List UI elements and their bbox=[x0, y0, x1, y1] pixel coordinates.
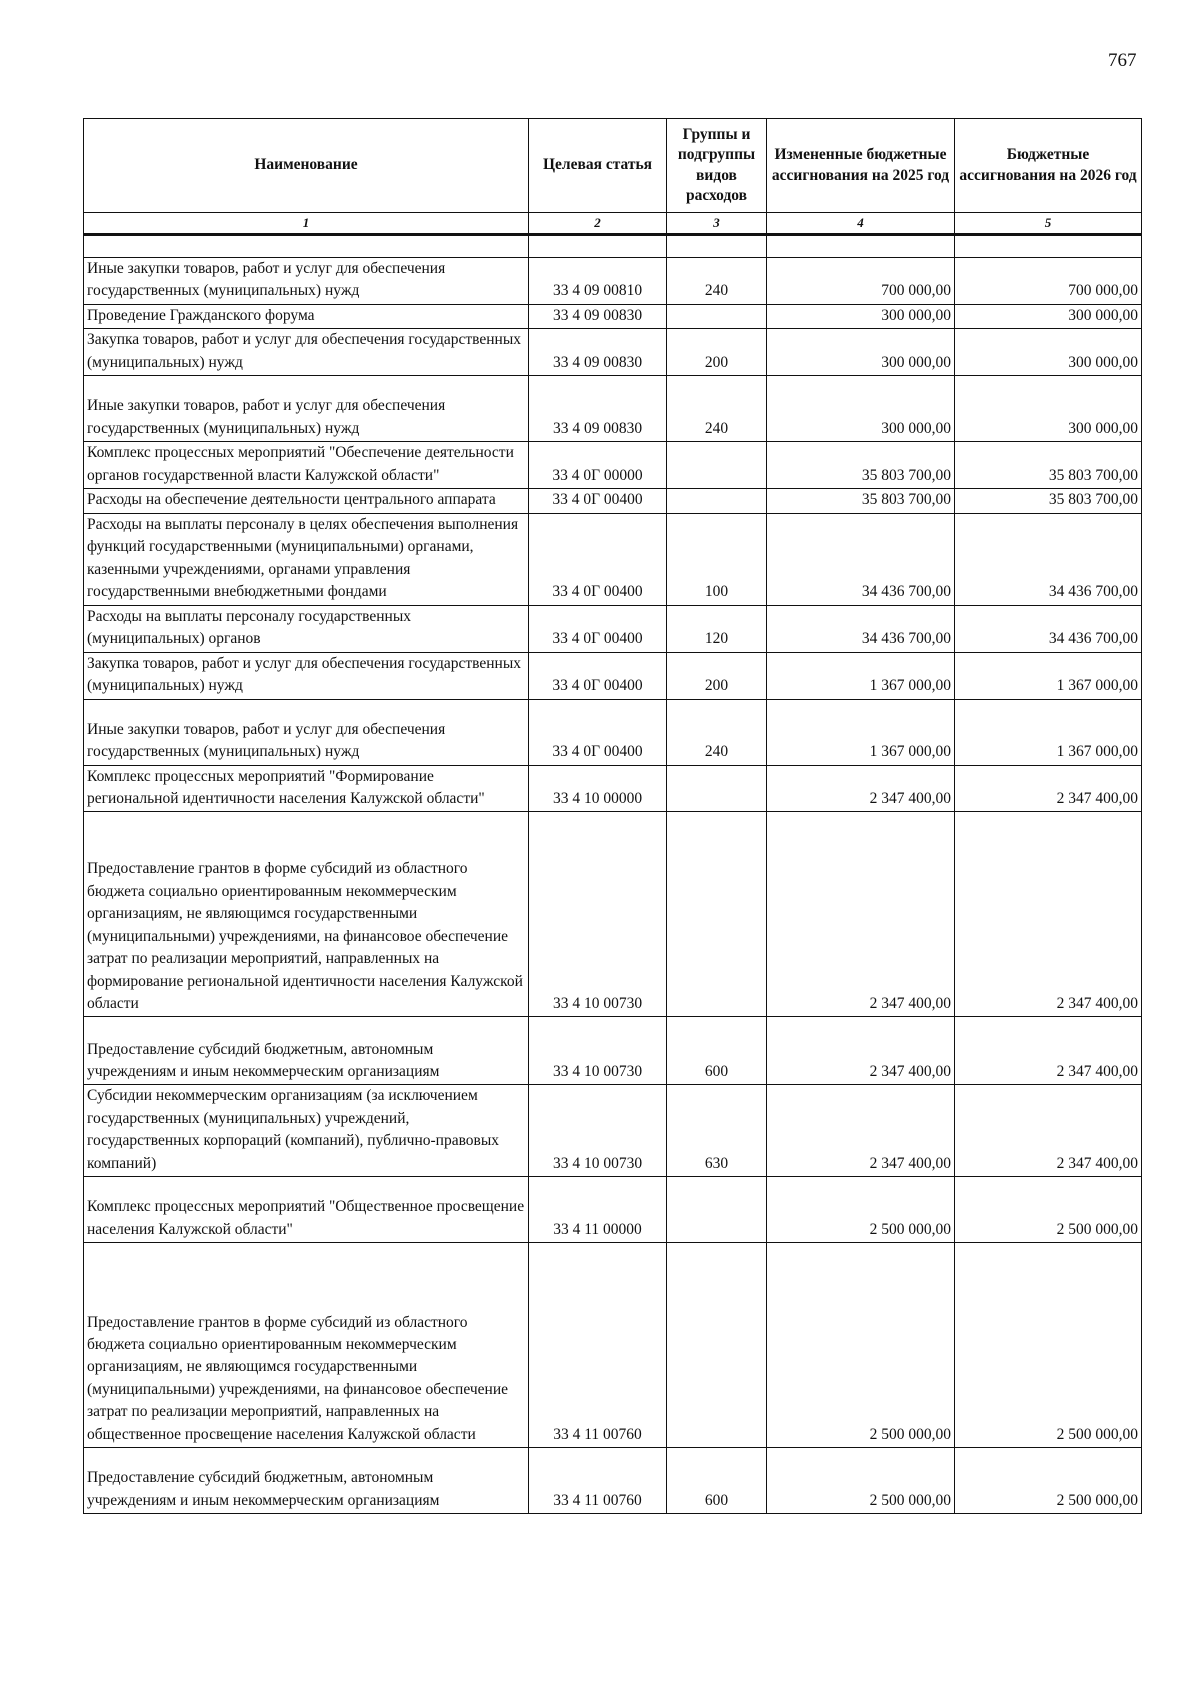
row-amount-2026: 300 000,00 bbox=[955, 304, 1142, 328]
row-expense-group bbox=[667, 304, 767, 328]
row-name: Закупка товаров, работ и услуг для обеспечения государственных (муниципальных) нужд bbox=[84, 652, 529, 699]
row-target-article: 33 4 11 00760 bbox=[529, 1243, 667, 1448]
table-row bbox=[84, 699, 1142, 765]
row-amount-2025: 2 347 400,00 bbox=[767, 765, 955, 812]
row-amount-2025: 700 000,00 bbox=[767, 258, 955, 305]
table-row bbox=[84, 1085, 1142, 1177]
row-amount-2025: 2 500 000,00 bbox=[767, 1243, 955, 1448]
row-expense-group: 100 bbox=[667, 513, 767, 605]
row-expense-group: 240 bbox=[667, 699, 767, 765]
row-target-article: 33 4 10 00730 bbox=[529, 1017, 667, 1085]
table-row bbox=[84, 1448, 1142, 1514]
row-amount-2026: 2 500 000,00 bbox=[955, 1448, 1142, 1514]
row-amount-2025: 2 347 400,00 bbox=[767, 1085, 955, 1177]
table-row bbox=[84, 489, 1142, 513]
row-expense-group bbox=[667, 765, 767, 812]
table-row bbox=[84, 304, 1142, 328]
row-amount-2025: 2 347 400,00 bbox=[767, 1017, 955, 1085]
table-row bbox=[84, 652, 1142, 699]
row-amount-2026: 300 000,00 bbox=[955, 376, 1142, 442]
row-amount-2026: 2 347 400,00 bbox=[955, 812, 1142, 1017]
table-row bbox=[84, 1017, 1142, 1085]
row-expense-group bbox=[667, 442, 767, 489]
row-expense-group: 600 bbox=[667, 1448, 767, 1514]
row-target-article: 33 4 09 00830 bbox=[529, 304, 667, 328]
row-amount-2026: 2 347 400,00 bbox=[955, 765, 1142, 812]
table-row bbox=[84, 513, 1142, 605]
row-name: Субсидии некоммерческим организациям (за исключением государственных (муниципальных) учреждений, государственных корпораций (компаний), публично-правовых компаний) bbox=[84, 1085, 529, 1177]
table-row bbox=[84, 258, 1142, 305]
row-amount-2025: 1 367 000,00 bbox=[767, 699, 955, 765]
row-amount-2026: 300 000,00 bbox=[955, 329, 1142, 376]
row-amount-2026: 1 367 000,00 bbox=[955, 652, 1142, 699]
row-target-article: 33 4 09 00830 bbox=[529, 376, 667, 442]
row-target-article: 33 4 0Г 00400 bbox=[529, 489, 667, 513]
row-name: Комплекс процессных мероприятий "Общественное просвещение населения Калужской области" bbox=[84, 1177, 529, 1243]
row-target-article: 33 4 09 00830 bbox=[529, 329, 667, 376]
row-name: Расходы на выплаты персоналу в целях обеспечения выполнения функций государственными (муниципальными) органами, казенными учреждениями, органами управления государственными внебюджетными фондами bbox=[84, 513, 529, 605]
row-amount-2026: 2 500 000,00 bbox=[955, 1177, 1142, 1243]
table-header bbox=[84, 119, 1142, 235]
row-amount-2025: 35 803 700,00 bbox=[767, 442, 955, 489]
row-expense-group: 240 bbox=[667, 258, 767, 305]
header-amount-2026: Бюджетные ассигнования на 2026 год bbox=[955, 119, 1142, 213]
table-row bbox=[84, 1177, 1142, 1243]
row-target-article: 33 4 11 00000 bbox=[529, 1177, 667, 1243]
row-target-article: 33 4 0Г 00400 bbox=[529, 699, 667, 765]
table-row bbox=[84, 442, 1142, 489]
row-name: Расходы на обеспечение деятельности центрального аппарата bbox=[84, 489, 529, 513]
row-expense-group bbox=[667, 1177, 767, 1243]
row-amount-2026: 1 367 000,00 bbox=[955, 699, 1142, 765]
page-number: 767 bbox=[1108, 50, 1137, 71]
table-row bbox=[84, 812, 1142, 1017]
row-amount-2025: 300 000,00 bbox=[767, 304, 955, 328]
header-target-article: Целевая статья bbox=[529, 119, 667, 213]
row-amount-2026: 35 803 700,00 bbox=[955, 442, 1142, 489]
row-amount-2025: 1 367 000,00 bbox=[767, 652, 955, 699]
row-amount-2025: 2 347 400,00 bbox=[767, 812, 955, 1017]
row-expense-group: 600 bbox=[667, 1017, 767, 1085]
column-number: 1 bbox=[84, 213, 529, 235]
row-amount-2025: 35 803 700,00 bbox=[767, 489, 955, 513]
row-target-article: 33 4 09 00810 bbox=[529, 258, 667, 305]
row-expense-group: 200 bbox=[667, 652, 767, 699]
row-amount-2025: 34 436 700,00 bbox=[767, 513, 955, 605]
header-amount-2025: Измененные бюджетные ассигнования на 2025 год bbox=[767, 119, 955, 213]
row-target-article: 33 4 10 00730 bbox=[529, 812, 667, 1017]
row-expense-group: 630 bbox=[667, 1085, 767, 1177]
row-expense-group: 200 bbox=[667, 329, 767, 376]
table-row bbox=[84, 765, 1142, 812]
row-amount-2026: 2 347 400,00 bbox=[955, 1017, 1142, 1085]
table-row bbox=[84, 329, 1142, 376]
row-target-article: 33 4 0Г 00400 bbox=[529, 652, 667, 699]
header-expense-group: Группы и подгруппы видов расходов bbox=[667, 119, 767, 213]
table-body bbox=[84, 235, 1142, 1514]
row-target-article: 33 4 0Г 00400 bbox=[529, 605, 667, 652]
row-expense-group bbox=[667, 812, 767, 1017]
column-number: 2 bbox=[529, 213, 667, 235]
row-name: Предоставление субсидий бюджетным, автономным учреждениям и иным некоммерческим организациям bbox=[84, 1448, 529, 1514]
row-target-article: 33 4 11 00760 bbox=[529, 1448, 667, 1514]
row-expense-group bbox=[667, 489, 767, 513]
row-expense-group: 240 bbox=[667, 376, 767, 442]
row-name: Предоставление грантов в форме субсидий из областного бюджета социально ориентированным некоммерческим организациям, не являющимся государственными (муниципальными) учреждениями, на финансовое обеспечение затрат по реализации мероприятий, направленных на общественное просвещение населения Калужской области bbox=[84, 1243, 529, 1448]
row-name: Иные закупки товаров, работ и услуг для обеспечения государственных (муниципальных) нужд bbox=[84, 699, 529, 765]
row-amount-2025: 34 436 700,00 bbox=[767, 605, 955, 652]
budget-table bbox=[83, 118, 1142, 1514]
row-name: Расходы на выплаты персоналу государственных (муниципальных) органов bbox=[84, 605, 529, 652]
row-name: Комплекс процессных мероприятий "Формирование региональной идентичности населения Калужской области" bbox=[84, 765, 529, 812]
row-amount-2026: 2 500 000,00 bbox=[955, 1243, 1142, 1448]
row-amount-2025: 2 500 000,00 bbox=[767, 1448, 955, 1514]
row-amount-2026: 2 347 400,00 bbox=[955, 1085, 1142, 1177]
row-name: Предоставление субсидий бюджетным, автономным учреждениям и иным некоммерческим организациям bbox=[84, 1017, 529, 1085]
spacer-row bbox=[84, 235, 1142, 258]
table-row bbox=[84, 376, 1142, 442]
row-amount-2026: 35 803 700,00 bbox=[955, 489, 1142, 513]
column-number: 3 bbox=[667, 213, 767, 235]
row-target-article: 33 4 10 00000 bbox=[529, 765, 667, 812]
row-name: Закупка товаров, работ и услуг для обеспечения государственных (муниципальных) нужд bbox=[84, 329, 529, 376]
row-amount-2026: 34 436 700,00 bbox=[955, 513, 1142, 605]
table-row bbox=[84, 1243, 1142, 1448]
row-expense-group: 120 bbox=[667, 605, 767, 652]
row-amount-2026: 700 000,00 bbox=[955, 258, 1142, 305]
column-number: 5 bbox=[955, 213, 1142, 235]
table-row bbox=[84, 605, 1142, 652]
row-target-article: 33 4 0Г 00400 bbox=[529, 513, 667, 605]
row-name: Иные закупки товаров, работ и услуг для обеспечения государственных (муниципальных) нужд bbox=[84, 258, 529, 305]
row-name: Иные закупки товаров, работ и услуг для обеспечения государственных (муниципальных) нужд bbox=[84, 376, 529, 442]
row-amount-2025: 300 000,00 bbox=[767, 329, 955, 376]
row-target-article: 33 4 10 00730 bbox=[529, 1085, 667, 1177]
column-number: 4 bbox=[767, 213, 955, 235]
row-name: Комплекс процессных мероприятий "Обеспечение деятельности органов государственной власти Калужской области" bbox=[84, 442, 529, 489]
row-amount-2026: 34 436 700,00 bbox=[955, 605, 1142, 652]
row-expense-group bbox=[667, 1243, 767, 1448]
row-amount-2025: 300 000,00 bbox=[767, 376, 955, 442]
row-target-article: 33 4 0Г 00000 bbox=[529, 442, 667, 489]
header-name: Наименование bbox=[84, 119, 529, 213]
row-name: Предоставление грантов в форме субсидий из областного бюджета социально ориентированным некоммерческим организациям, не являющимся государственными (муниципальными) учреждениями, на финансовое обеспечение затрат по реализации мероприятий, направленных на формирование региональной идентичности населения Калужской области bbox=[84, 812, 529, 1017]
row-amount-2025: 2 500 000,00 bbox=[767, 1177, 955, 1243]
row-name: Проведение Гражданского форума bbox=[84, 304, 529, 328]
